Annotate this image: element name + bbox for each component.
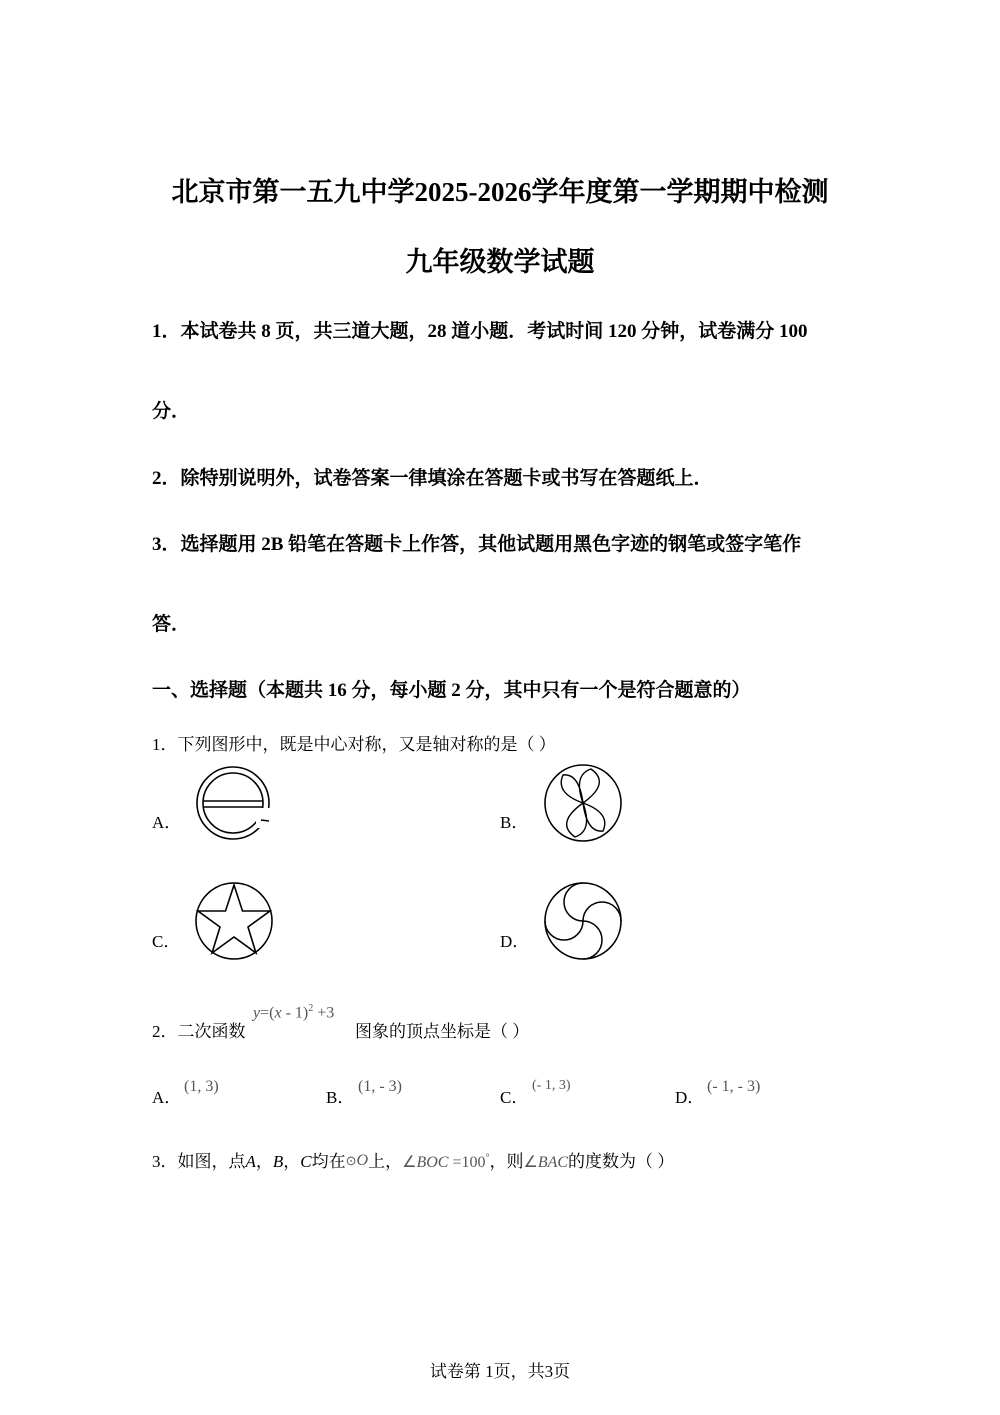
section-heading: 一、选择题（本题共 16 分，每小题 2 分，其中只有一个是符合题意的） (152, 680, 751, 701)
question-3-stem (152, 1147, 674, 1172)
q3-point-a: A (245, 1152, 256, 1171)
q3-angle-boc-value: =100 (448, 1154, 486, 1171)
q2-option-b-label: B． (326, 1088, 355, 1107)
question-2-suffix: 图象的顶点坐标是（ ） (355, 1022, 530, 1041)
spiral-pinwheel-icon (543, 881, 623, 961)
q2-option-a-value: (1, 3) (184, 1078, 219, 1095)
q2-formula-rest: - 1) (281, 1004, 309, 1022)
notice-3-line1: 3．选择题用 2B 铅笔在答题卡上作答，其他试题用黑色字迹的钢笔或签字笔作 (152, 534, 802, 555)
q3-point-b: B (272, 1152, 284, 1171)
q3-part2: 均在 (311, 1152, 346, 1171)
angle-symbol-icon: ∠ (523, 1154, 538, 1171)
notice-1-line2: 分． (152, 401, 191, 422)
q2-formula-exp: 2 (308, 1003, 314, 1014)
q2-formula-mid: =( (260, 1004, 275, 1022)
q1-option-c-label: C． (152, 932, 181, 951)
page-title: 北京市第一五九中学2025-2026学年度第一学期期中检测 (171, 177, 829, 207)
q3-point-c: C (300, 1152, 312, 1171)
q2-formula (253, 1003, 334, 1022)
q3-part3: 上， (368, 1152, 403, 1171)
q2-option-d-value: (- 1, - 3) (707, 1078, 761, 1095)
q3-degree: ° (485, 1152, 490, 1164)
notice-1-line1: 1．本试卷共 8 页，共三道大题，28 道小题．考试时间 120 分钟，试卷满分 100 (152, 321, 808, 342)
page-footer: 试卷第 1页，共3页 (429, 1362, 571, 1381)
q2-option-d-label: D． (675, 1088, 705, 1107)
q3-angle-bac: BAC (537, 1154, 569, 1171)
circle-with-e-icon (194, 765, 274, 841)
q2-option-c-value: (- 1, 3) (532, 1078, 571, 1093)
q1-option-d-label: D． (500, 932, 530, 951)
circle-symbol-icon: ⊙ (345, 1153, 357, 1168)
q2-formula-x: x (274, 1004, 282, 1022)
q2-option-a-label: A． (152, 1088, 182, 1107)
q3-sep2: ， (283, 1152, 301, 1171)
q3-angle-boc: BOC (416, 1154, 449, 1171)
notice-3-line2: 答． (152, 614, 191, 635)
q2-formula-end: +3 (313, 1004, 335, 1022)
page-subtitle: 九年级数学试题 (405, 247, 595, 277)
four-petal-flower-icon (543, 763, 623, 843)
q2-option-b-value: (1, - 3) (358, 1078, 402, 1095)
q3-sep1: ， (255, 1152, 273, 1171)
question-1-stem: 1．下列图形中，既是中心对称，又是轴对称的是（ ） (152, 735, 556, 754)
q3-part5: 的度数为（ ） (568, 1152, 675, 1171)
q3-part1: 3．如图，点 (152, 1152, 246, 1171)
q3-part4: ，则 (489, 1152, 524, 1171)
star-in-circle-icon (194, 881, 274, 961)
q2-formula-y: y (253, 1004, 261, 1022)
question-2-prefix: 2．二次函数 (152, 1022, 246, 1041)
angle-symbol-icon: ∠ (402, 1154, 417, 1171)
q1-option-b-label: B． (500, 813, 529, 832)
q1-option-a-label: A． (152, 813, 182, 832)
notice-2: 2．除特别说明外，试卷答案一律填涂在答题卡或书写在答题纸上． (152, 468, 713, 489)
q2-option-c-label: C． (500, 1088, 529, 1107)
q3-center-o: O (356, 1152, 369, 1169)
